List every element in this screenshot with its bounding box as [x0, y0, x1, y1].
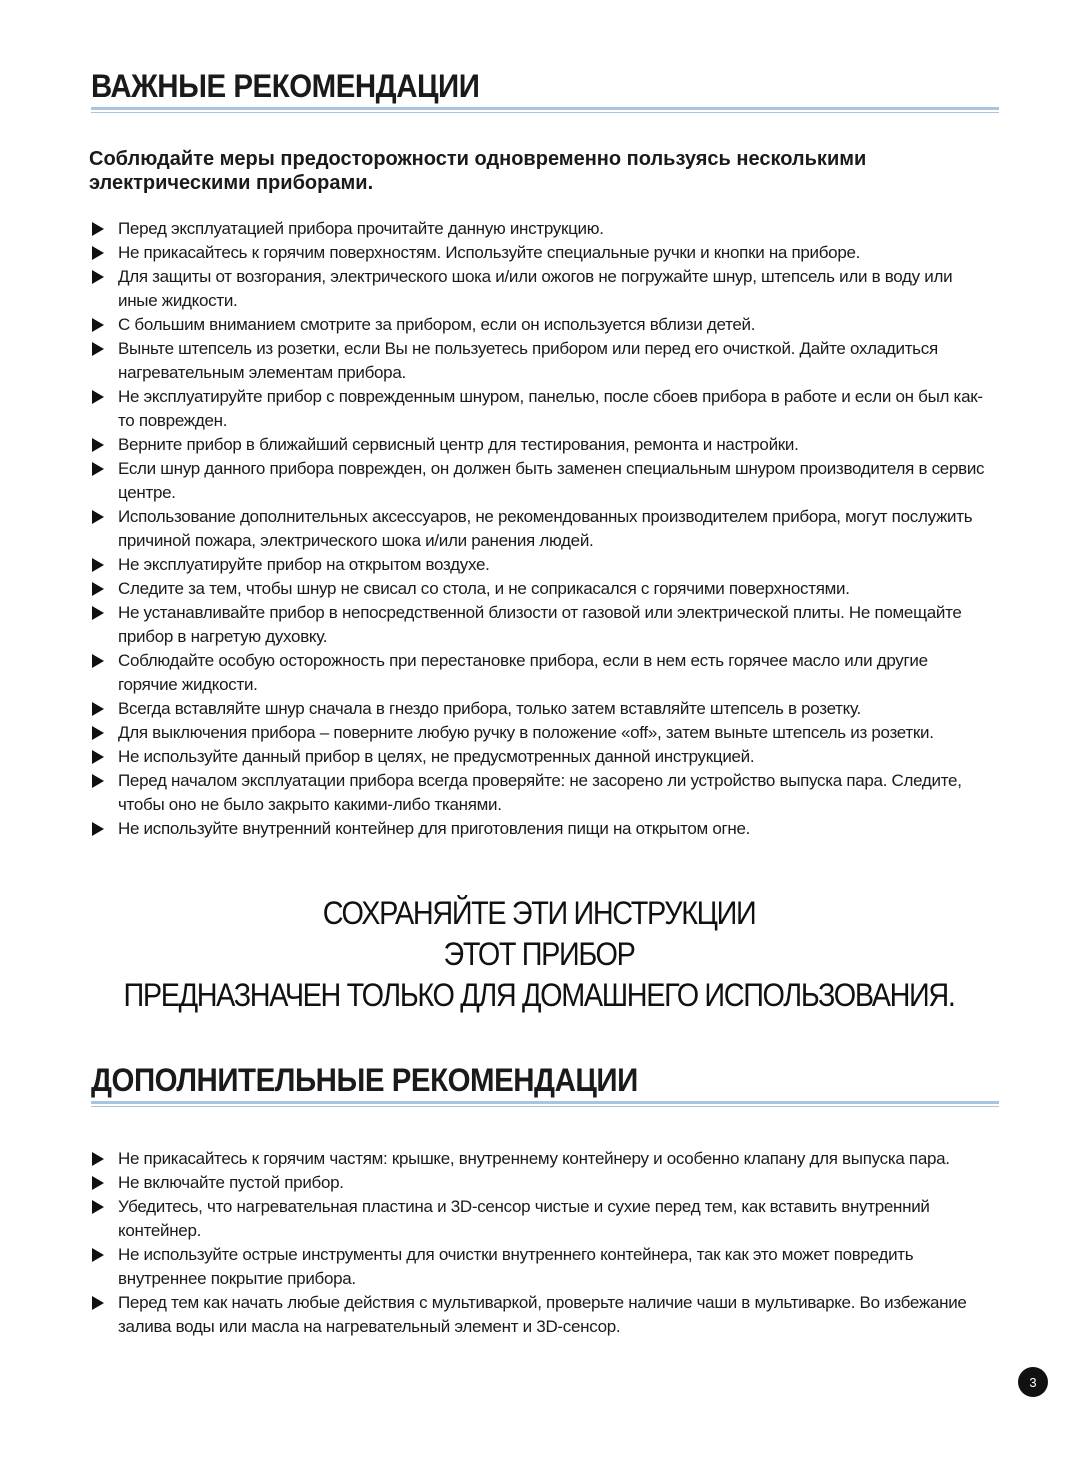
triangle-bullet-icon [92, 558, 104, 572]
triangle-bullet-icon [92, 582, 104, 596]
list-item: Всегда вставляйте шнур сначала в гнездо прибора, только затем вставляйте штепсель в розетку. [91, 697, 991, 721]
save-instructions-notice [0, 893, 1078, 1016]
triangle-bullet-icon [92, 774, 104, 788]
triangle-bullet-icon [92, 822, 104, 836]
list-item: Следите за тем, чтобы шнур не свисал со стола, и не соприкасался с горячими поверхностями. [91, 577, 991, 601]
list-item: Соблюдайте особую осторожность при перестановке прибора, если в нем есть горячее масло или другие горячие жидкости. [91, 649, 991, 697]
triangle-bullet-icon [92, 462, 104, 476]
list-item: Перед эксплуатацией прибора прочитайте данную инструкцию. [91, 217, 991, 241]
triangle-bullet-icon [92, 1152, 104, 1166]
list-item: Для защиты от возгорания, электрического шока и/или ожогов не погружайте шнур, штепсель или в воду или иные жидкости. [91, 265, 991, 313]
notice-line-2: ЭТОТ ПРИБОР [443, 936, 635, 972]
triangle-bullet-icon [92, 1296, 104, 1310]
triangle-bullet-icon [92, 726, 104, 740]
triangle-bullet-icon [92, 270, 104, 284]
notice-line-3: ПРЕДНАЗНАЧЕН ТОЛЬКО ДЛЯ ДОМАШНЕГО ИСПОЛЬЗОВАНИЯ. [123, 977, 955, 1013]
list-item: С большим вниманием смотрите за прибором, если он используется вблизи детей. [91, 313, 991, 337]
triangle-bullet-icon [92, 1248, 104, 1262]
triangle-bullet-icon [92, 510, 104, 524]
triangle-bullet-icon [92, 318, 104, 332]
triangle-bullet-icon [92, 654, 104, 668]
section-title-additional: ДОПОЛНИТЕЛЬНЫЕ РЕКОМЕНДАЦИИ [91, 1062, 638, 1098]
triangle-bullet-icon [92, 606, 104, 620]
triangle-bullet-icon [92, 246, 104, 260]
section-subtitle: Соблюдайте меры предосторожности одновременно пользуясь несколькими электрическими приборами. [89, 148, 867, 194]
list-item: Не используйте острые инструменты для очистки внутреннего контейнера, так как это может повредить внутреннее покрытие прибора. [91, 1243, 991, 1291]
additional-list [91, 1147, 991, 1339]
list-item: Убедитесь, что нагревательная пластина и 3D-сенсор чистые и сухие перед тем, как вставить внутренний контейнер. [91, 1195, 991, 1243]
notice-line-1: СОХРАНЯЙТЕ ЭТИ ИНСТРУКЦИИ [322, 895, 756, 931]
title-underline [91, 107, 999, 113]
list-item: Не устанавливайте прибор в непосредственной близости от газовой или электрической плиты. Не помещайте прибор в нагретую духовку. [91, 601, 991, 649]
list-item: Если шнур данного прибора поврежден, он должен быть заменен специальным шнуром производителя в сервис центре. [91, 457, 991, 505]
list-item: Не включайте пустой прибор. [91, 1171, 991, 1195]
list-item: Выньте штепсель из розетки, если Вы не пользуетесь прибором или перед его очисткой. Дайте охладиться нагревательным элементам прибора. [91, 337, 991, 385]
page-number-badge: 3 [1018, 1367, 1048, 1397]
triangle-bullet-icon [92, 702, 104, 716]
list-item: Не прикасайтесь к горячим частям: крышке, внутреннему контейнеру и особенно клапану для выпуска пара. [91, 1147, 991, 1171]
triangle-bullet-icon [92, 222, 104, 236]
important-list [91, 217, 991, 841]
triangle-bullet-icon [92, 1200, 104, 1214]
list-item: Не прикасайтесь к горячим поверхностям. Используйте специальные ручки и кнопки на приборе. [91, 241, 991, 265]
list-item: Не эксплуатируйте прибор на открытом воздухе. [91, 553, 991, 577]
triangle-bullet-icon [92, 750, 104, 764]
triangle-bullet-icon [92, 1176, 104, 1190]
title-underline [91, 1101, 999, 1107]
list-item: Не используйте внутренний контейнер для приготовления пищи на открытом огне. [91, 817, 991, 841]
list-item: Верните прибор в ближайший сервисный центр для тестирования, ремонта и настройки. [91, 433, 991, 457]
triangle-bullet-icon [92, 342, 104, 356]
triangle-bullet-icon [92, 390, 104, 404]
list-item: Перед началом эксплуатации прибора всегда проверяйте: не засорено ли устройство выпуска пара. Следите, чтобы оно не было закрыто какими-либо тканями. [91, 769, 991, 817]
list-item: Не используйте данный прибор в целях, не предусмотренных данной инструкцией. [91, 745, 991, 769]
list-item: Перед тем как начать любые действия с мультиваркой, проверьте наличие чаши в мультиварке. Во избежание залива воды или масла на нагревательный элемент и 3D-сенсор. [91, 1291, 991, 1339]
list-item: Для выключения прибора – поверните любую ручку в положение «off», затем выньте штепсель из розетки. [91, 721, 991, 745]
triangle-bullet-icon [92, 438, 104, 452]
list-item: Использование дополнительных аксессуаров, не рекомендованных производителем прибора, могут послужить причиной пожара, электрического шока и/или ранения людей. [91, 505, 991, 553]
list-item: Не эксплуатируйте прибор с поврежденным шнуром, панелью, после сбоев прибора в работе и если он был как-то поврежден. [91, 385, 991, 433]
section-title-important: ВАЖНЫЕ РЕКОМЕНДАЦИИ [91, 68, 480, 104]
